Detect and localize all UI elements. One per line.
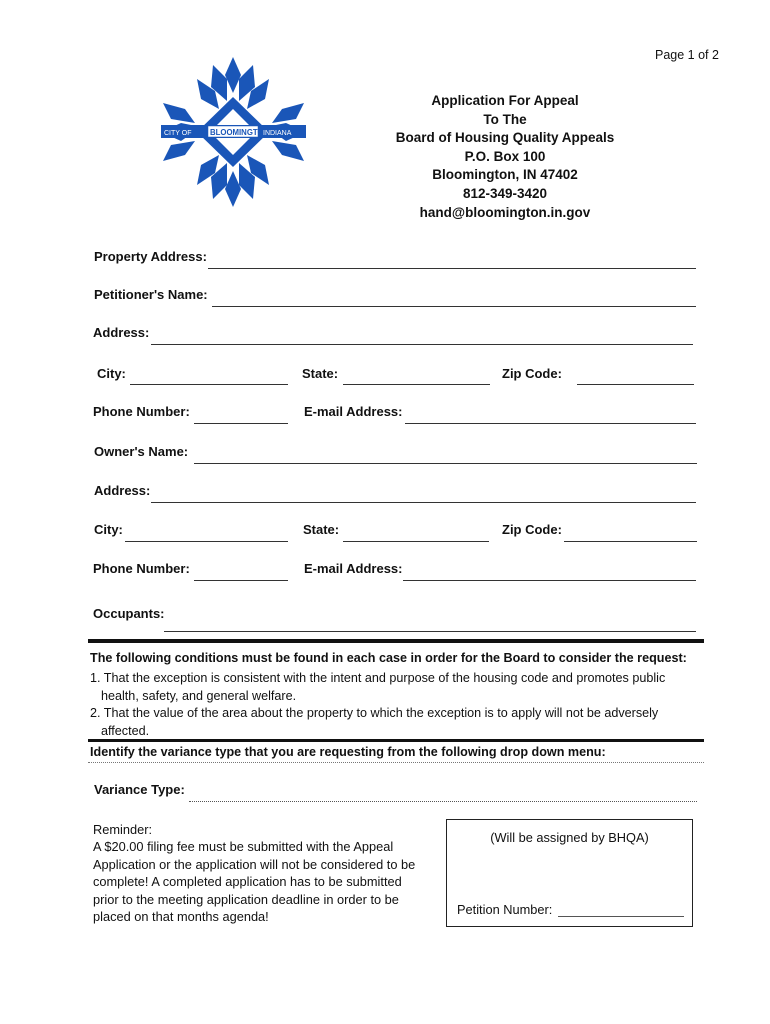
condition-list xyxy=(90,670,710,740)
reminder-line2: A $20.00 filing fee must be submitted with the Appeal xyxy=(93,839,394,855)
owner-city-input[interactable] xyxy=(125,527,288,542)
section-divider-top xyxy=(88,639,704,643)
petitioner-name-input[interactable] xyxy=(212,292,696,307)
owner-state-input[interactable] xyxy=(343,527,489,542)
petition-number-label: Petition Number: xyxy=(457,902,553,917)
condition-2-line1: 2. That the value of the area about the property to which the exception is to apply will not be adversely xyxy=(90,706,659,720)
petitioner-city-label: City: xyxy=(97,366,126,381)
petitioner-state-input[interactable] xyxy=(343,370,490,385)
header-to-the: To The xyxy=(483,111,527,127)
owner-city-label: City: xyxy=(94,522,123,537)
header-email: hand@bloomington.in.gov xyxy=(419,204,591,220)
condition-1-line2: health, safety, and general welfare. xyxy=(101,688,297,703)
page-number: Page 1 of 2 xyxy=(655,48,719,62)
petitioner-zip-input[interactable] xyxy=(577,370,694,385)
section-divider-bottom xyxy=(88,739,704,742)
owner-email-label: E-mail Address: xyxy=(304,561,403,576)
petitioner-email-input[interactable] xyxy=(405,409,696,424)
logo-text-left: CITY OF xyxy=(164,130,192,137)
owner-phone-input[interactable] xyxy=(194,566,288,581)
owner-state-label: State: xyxy=(303,522,340,537)
variance-type-label: Variance Type: xyxy=(94,782,185,797)
owner-address-label: Address: xyxy=(94,483,151,498)
logo-text-center: BLOOMINGTON xyxy=(210,128,270,137)
owner-address-input[interactable] xyxy=(151,488,696,503)
owner-zip-input[interactable] xyxy=(564,527,697,542)
owner-email-input[interactable] xyxy=(403,566,696,581)
variance-type-dropdown[interactable] xyxy=(189,786,697,802)
header-title: Application For Appeal xyxy=(431,93,579,108)
header-board: Board of Housing Quality Appeals xyxy=(395,130,615,146)
logo-text-right: INDIANA xyxy=(263,130,292,137)
condition-2-line2: affected. xyxy=(101,723,150,738)
owner-name-label: Owner's Name: xyxy=(94,444,189,459)
petitioner-email-label: E-mail Address: xyxy=(304,404,403,419)
petitioner-phone-input[interactable] xyxy=(194,409,288,424)
header-phone: 812-349-3420 xyxy=(462,185,548,201)
form-header xyxy=(360,92,650,222)
owner-zip-label: Zip Code: xyxy=(502,522,562,537)
owner-name-input[interactable] xyxy=(194,449,697,464)
reminder-line6: placed on that months agenda! xyxy=(93,909,269,925)
condition-1-line1: 1. That the exception is consistent with the intent and purpose of the housing code and promotes public xyxy=(90,671,666,685)
owner-phone-label: Phone Number: xyxy=(93,561,190,576)
property-address-input[interactable] xyxy=(208,254,696,269)
occupants-label: Occupants: xyxy=(93,606,165,621)
occupants-input[interactable] xyxy=(164,617,696,632)
petitioner-city-input[interactable] xyxy=(130,370,288,385)
reminder-text xyxy=(93,821,438,925)
petition-note: (Will be assigned by BHQA) xyxy=(490,830,649,845)
variance-heading-rule xyxy=(88,762,704,763)
reminder-line1: Reminder: xyxy=(93,822,153,837)
petition-number-line xyxy=(558,916,684,917)
petitioner-phone-label: Phone Number: xyxy=(93,404,190,419)
reminder-line3: Application or the application will not be considered to be xyxy=(93,856,416,872)
reminder-line5: prior to the meeting application deadline in order to be xyxy=(93,891,399,907)
property-address-label: Property Address: xyxy=(94,249,207,264)
petitioner-address-label: Address: xyxy=(93,325,150,340)
city-logo-icon xyxy=(161,57,306,207)
header-po-box: P.O. Box 100 xyxy=(464,148,546,164)
reminder-line4: complete! A completed application has to be submitted xyxy=(93,874,402,890)
petitioner-zip-label: Zip Code: xyxy=(502,366,562,381)
petitioner-name-label: Petitioner's Name: xyxy=(94,287,208,302)
conditions-heading: The following conditions must be found in each case in order for the Board to consider the request: xyxy=(90,651,687,665)
petition-number-box xyxy=(446,819,693,927)
variance-heading: Identify the variance type that you are requesting from the following drop down menu: xyxy=(90,745,606,759)
petitioner-state-label: State: xyxy=(302,366,339,381)
petitioner-address-input[interactable] xyxy=(151,330,693,345)
header-city: Bloomington, IN 47402 xyxy=(432,167,578,183)
